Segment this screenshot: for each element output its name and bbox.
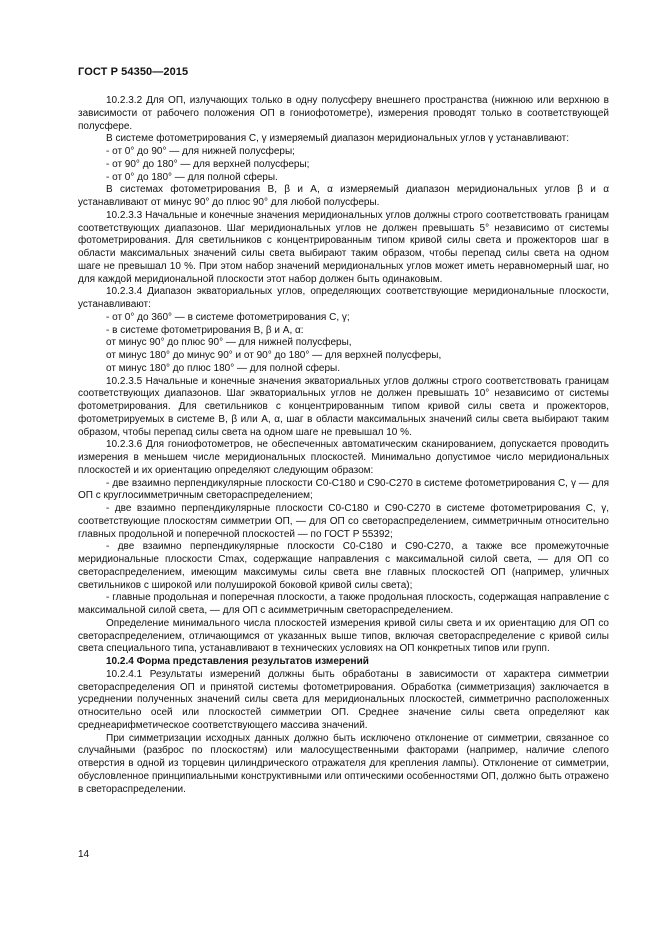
paragraph-10-2-3-4: 10.2.3.4 Диапазон экваториальных углов, определяющих соответствующие меридиональные плоскости, устанавливают: [78,286,609,310]
page-number: 14 [78,849,90,860]
list-item: от минус 90° до плюс 90° — для нижней полусферы, [106,337,352,349]
list-item: - от 0° до 90° — для нижней полусферы; [106,146,295,157]
list-item: - две взаимно перпендикулярные плоскости C0-C180 и C90-C270, а также все промежуточные меридиональные плоскости Cmax, содержащие направления с максимальной силой света, — для ОП со светораспределением, имеющим максимумы силы света вне главных плоскостей ОП (например, уличных светильников с широкой или полуширокой боковой кривой силы света); [78,541,609,591]
paragraph-b-beta-range: В системах фотометрирования B, β и A, α измеряемый диапазон меридиональных углов β и α устанавливают от минус 90° до плюс 90° для любой полусферы. [78,184,609,208]
section-heading-10-2-4: 10.2.4 Форма представления результатов измерений [106,656,369,667]
standard-header: ГОСТ Р 54350—2015 [78,66,189,78]
list-item: - от 90° до 180° — для верхней полусферы; [106,158,310,170]
paragraph-10-2-3-2: 10.2.3.2 Для ОП, излучающих только в одну полусферу внешнего пространства (нижнюю или верхнюю в зависимости от рабочего положения ОП в гониофотометре), измерения проводят только в соответствующей полусфере. [78,95,609,132]
paragraph-c-gamma-range: В системе фотометрирования C, γ измеряемый диапазон меридиональных углов γ устанавливают: [106,133,569,145]
paragraph-10-2-3-6: 10.2.3.6 Для гониофотометров, не обеспеченных автоматическим сканированием, допускается проводить измерения в меньшем числе меридиональных плоскостей. Минимально допустимое число меридиональных плоскостей и их ориентацию определяют следующим образом: [78,439,609,476]
list-item: - в системе фотометрирования B, β и A, α: [106,324,304,336]
list-item: - от 0° до 180° — для полной сферы. [106,171,278,183]
list-item: - две взаимно перпендикулярные плоскости C0-C180 и C90-C270 в системе фотометрирования C, γ, соответствующие плоскостям симметрии ОП, — для ОП со светораспределением, симметричным относительно главных продольной и поперечной плоскостей — по ГОСТ Р 55392; [78,503,609,540]
list-item: от минус 180° до плюс 180° — для полной сферы. [106,362,340,374]
paragraph-10-2-3-5: 10.2.3.5 Начальные и конечные значения экваториальных углов должны строго соответствовать границам соответствующих диапазонов. Шаг экваториальных углов не должен превышать 10° независимо от системы фотометрирования. Для светильников с концентрированным типом кривой силы света и прожекторов, фотометрируемых в системе B, β или A, α, шаг в области максимальных значений силы света выбирают таким образом, чтобы перепад силы света на одном шаге не превышал 10 %. [78,375,609,438]
paragraph-10-2-3-3: 10.2.3.3 Начальные и конечные значения меридиональных углов должны строго соответствовать границам соответствующих диапазонов. Шаг меридиональных углов не должен превышать 5° независимо от системы фотометрирования. Для светильников с концентрированным типом кривой силы света и прожекторов шаг в области максимальных значений силы света выбирают таким образом, чтобы перепад силы света на одном шаге не превышал 10 %. При этом набор значений меридиональных углов может иметь неравномерный шаг, но для каждой меридиональной плоскости этот набор должен быть одинаковым. [78,209,609,285]
list-item: - главные продольная и поперечная плоскости, а также продольная плоскость, содержащая направление с максимальной силой света, — для ОП с асимметричным светораспределением. [78,592,609,616]
paragraph-symmetrization: При симметризации исходных данных должно быть исключено отклонение от симметрии, связанное со случайными (разброс по плоскостям) или малосущественными факторами (например, наличие слепого отверстия в одной из торцевин цилиндрического отражателя для крепления лампы). Отклонение от симметрии, обусловленное принципиальными конструктивными или оптическими особенностями ОП, должно быть отражено в светораспределении. [78,732,609,795]
document-body [78,95,609,796]
list-item: от минус 180° до минус 90° и от 90° до 180° — для верхней полусферы, [106,350,442,361]
list-item: - две взаимно перпендикулярные плоскости C0-C180 и C90-C270 в системе фотометрирования C, γ — для ОП с круглосимметричным светораспределением; [78,477,609,502]
paragraph-10-2-4-1: 10.2.4.1 Результаты измерений должны быть обработаны в зависимости от характера симметрии светораспределения ОП и принятой системы фотометрирования. Обработка (симметризация) заключается в усреднении полученных значений силы света для меридиональных плоскостей, симметрично расположенных относительно осей или плоскостей симметрии ОП. Среднее значение силы света определяют как среднеарифметическое соответствующего массива значений. [78,668,609,731]
paragraph-min-planes: Определение минимального числа плоскостей измерения кривой силы света и их ориентацию для ОП со светораспределением, отличающимся от указанных выше типов, включая светораспределение с кривой силы света специального типа, устанавливают в технических условиях на ОП конкретных типов или групп. [78,617,609,655]
list-item: - от 0° до 360° — в системе фотометрирования C, γ; [106,311,350,323]
